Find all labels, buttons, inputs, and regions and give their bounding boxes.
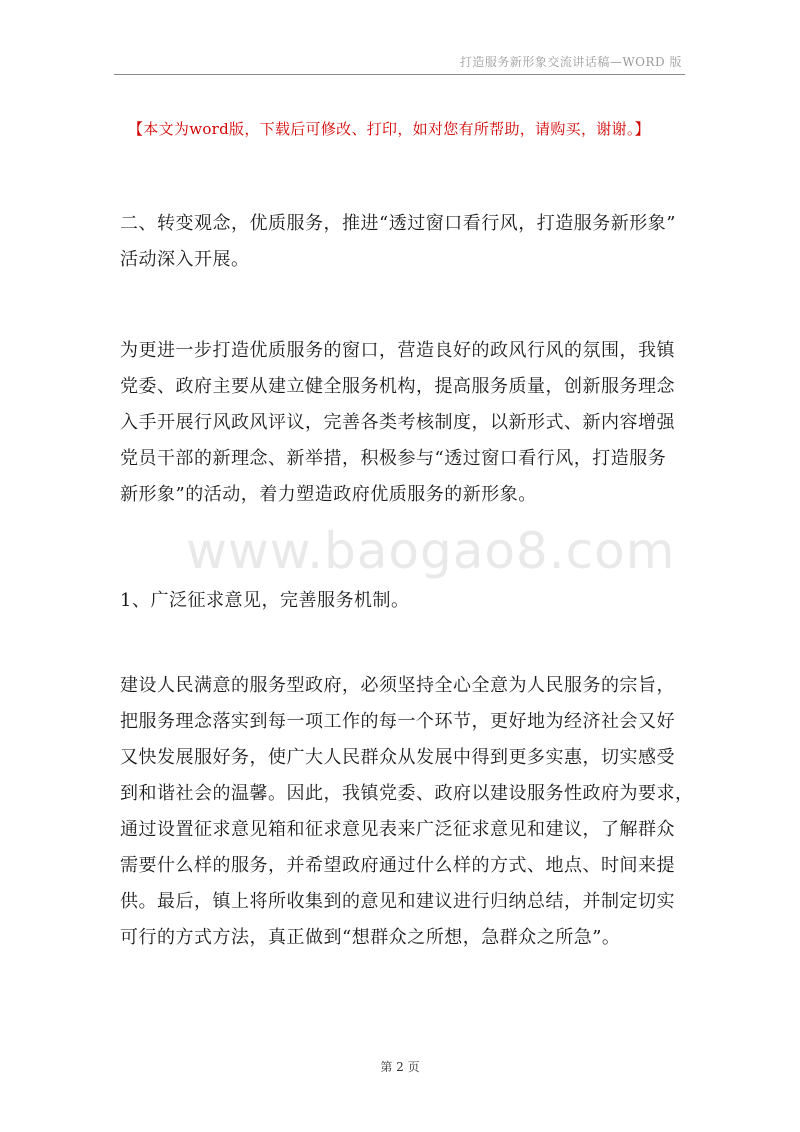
purchase-notice: 【本文为word版，下载后可修改、打印，如对您有所帮助，请购买，谢谢。】 [128, 120, 650, 138]
paragraph-line: 建设人民满意的服务型政府，必须坚持全心全意为人民服务的宗旨， [120, 675, 675, 696]
paragraph-2 [120, 668, 694, 956]
paragraph-line: 可行的方式方法，真正做到“想群众之所想，急群众之所急”。 [120, 927, 621, 948]
header-divider [114, 74, 685, 75]
paragraph-line: 供。最后，镇上将所收集到的意见和建议进行归纳总结，并制定切实 [120, 891, 675, 912]
paragraph-line: 需要什么样的服务，并希望政府通过什么样的方式、地点、时间来提 [120, 855, 675, 876]
subheading-line: 1、广泛征求意见，完善服务机制。 [120, 590, 410, 611]
paragraph-line: 通过设置征求意见箱和征求意见表来广泛征求意见和建议，了解群众 [120, 819, 675, 840]
paragraph-line: 又快发展服好务，使广大人民群众从发展中得到更多实惠，切实感受 [120, 747, 675, 768]
subheading-1 [120, 583, 686, 619]
paragraph-line: 党委、政府主要从建立健全服务机构，提高服务质量，创新服务理念 [120, 376, 675, 397]
section-heading-line: 二、转变观念，优质服务，推进“透过窗口看行风，打造服务新形象” [120, 213, 676, 234]
paragraph-line: 入手开展行风政风评议，完善各类考核制度，以新形式、新内容增强 [120, 412, 675, 433]
paragraph-line: 为更进一步打造优质服务的窗口，营造良好的政风行风的氛围，我镇 [120, 340, 675, 361]
watermark: www.baogao8.com [186, 522, 676, 580]
running-header-title: 打造服务新形象交流讲话稿—WORD 版 [459, 55, 682, 69]
section-heading [120, 206, 686, 278]
paragraph-line: 把服务理念落实到每一项工作的每一个环节，更好地为经济社会又好 [120, 711, 675, 732]
paragraph-line: 到和谐社会的温馨。因此，我镇党委、政府以建设服务性政府为要求， [120, 783, 694, 804]
paragraph-line: 党员干部的新理念、新举措，积极参与“透过窗口看行风，打造服务 [120, 448, 667, 469]
page-number: 第 2 页 [380, 1060, 420, 1074]
section-heading-line: 活动深入开展。 [120, 249, 250, 270]
paragraph-1 [120, 333, 686, 513]
paragraph-line: 新形象”的活动，着力塑造政府优质服务的新形象。 [120, 484, 537, 505]
